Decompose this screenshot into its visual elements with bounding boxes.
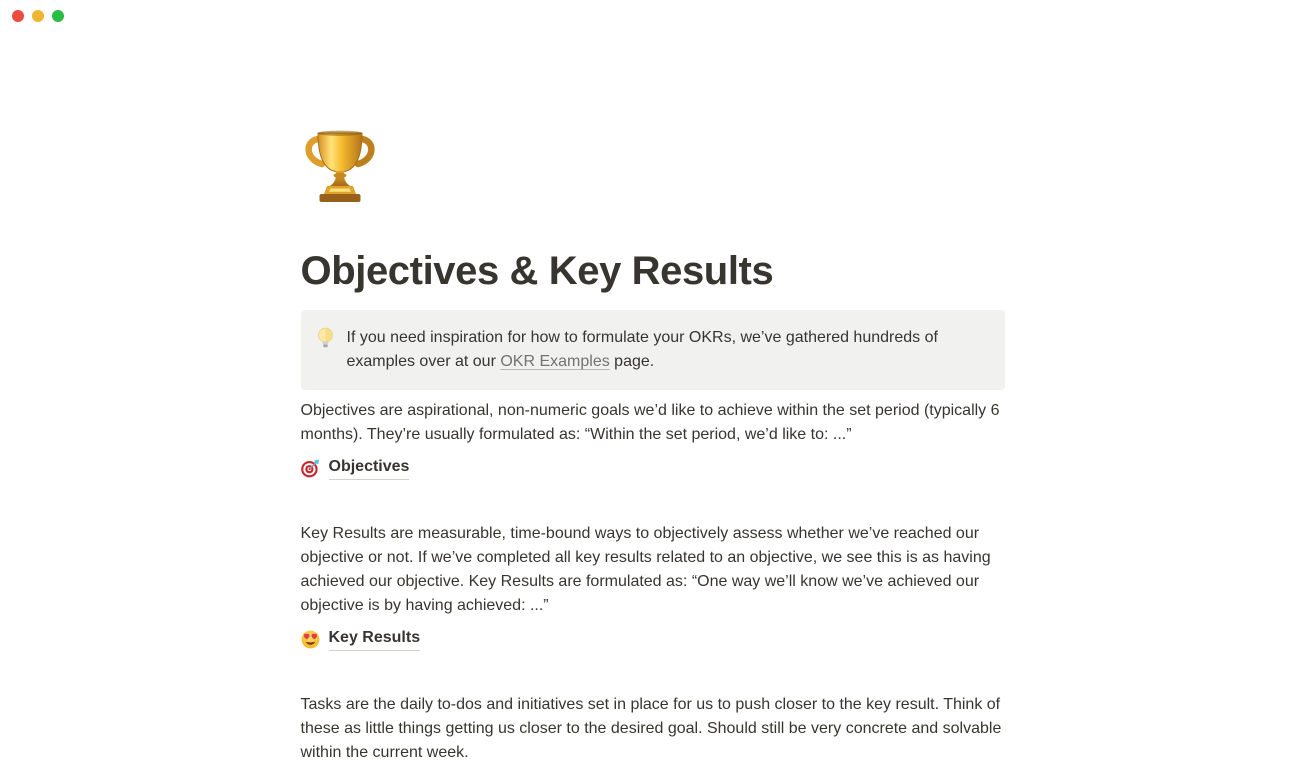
- trophy-emoji-icon: [301, 127, 379, 207]
- callout-block[interactable]: [301, 310, 1005, 390]
- paragraph-objectives[interactable]: Objectives are aspirational, non-numeric goals we’d like to achieve within the set period (typically 6 months). They’re usually formulated as: “Within the set period, we’d like to: ...”: [300, 402, 1000, 443]
- callout-text-after: page.: [609, 353, 655, 370]
- dart-target-emoji-icon: [301, 459, 320, 478]
- heart-eyes-emoji-icon: [301, 630, 320, 649]
- okr-examples-link[interactable]: OKR Examples: [500, 353, 610, 370]
- paragraph-tasks[interactable]: Tasks are the daily to-dos and initiatives set in place for us to push closer to the key result. Think of these as little things getting us closer to the desired goal. Should still be very concrete and solvable within the current week.: [300, 696, 1002, 761]
- page-link-key-results[interactable]: [301, 626, 421, 652]
- paragraph-key-results[interactable]: Key Results are measurable, time-bound ways to objectively assess whether we’ve reached our objective or not. If we’ve completed all key results related to an objective, we see this is as having achieved our objective. Key Results are formulated as: “One way we’ll know we’ve achieved our objective is by having achieved: ...”: [300, 525, 991, 614]
- document-page: [301, 0, 1005, 764]
- page-link-objectives-label: Objectives: [329, 456, 410, 480]
- minimize-button[interactable]: [32, 10, 44, 22]
- empty-block[interactable]: [301, 489, 1005, 513]
- zoom-button[interactable]: [52, 10, 64, 22]
- callout-text: [347, 326, 989, 374]
- page-link-key-results-label: Key Results: [329, 627, 421, 651]
- page-link-objectives[interactable]: [301, 455, 410, 481]
- close-button[interactable]: [12, 10, 24, 22]
- window-controls: [12, 10, 64, 22]
- page-title[interactable]: Objectives & Key Results: [300, 249, 774, 293]
- light-bulb-icon: [315, 327, 336, 349]
- callout-text-before: If you need inspiration for how to formulate your OKRs, we’ve gathered hundreds of examples over at our: [346, 329, 938, 370]
- empty-block[interactable]: [301, 660, 1005, 684]
- page-icon-button[interactable]: [301, 127, 379, 207]
